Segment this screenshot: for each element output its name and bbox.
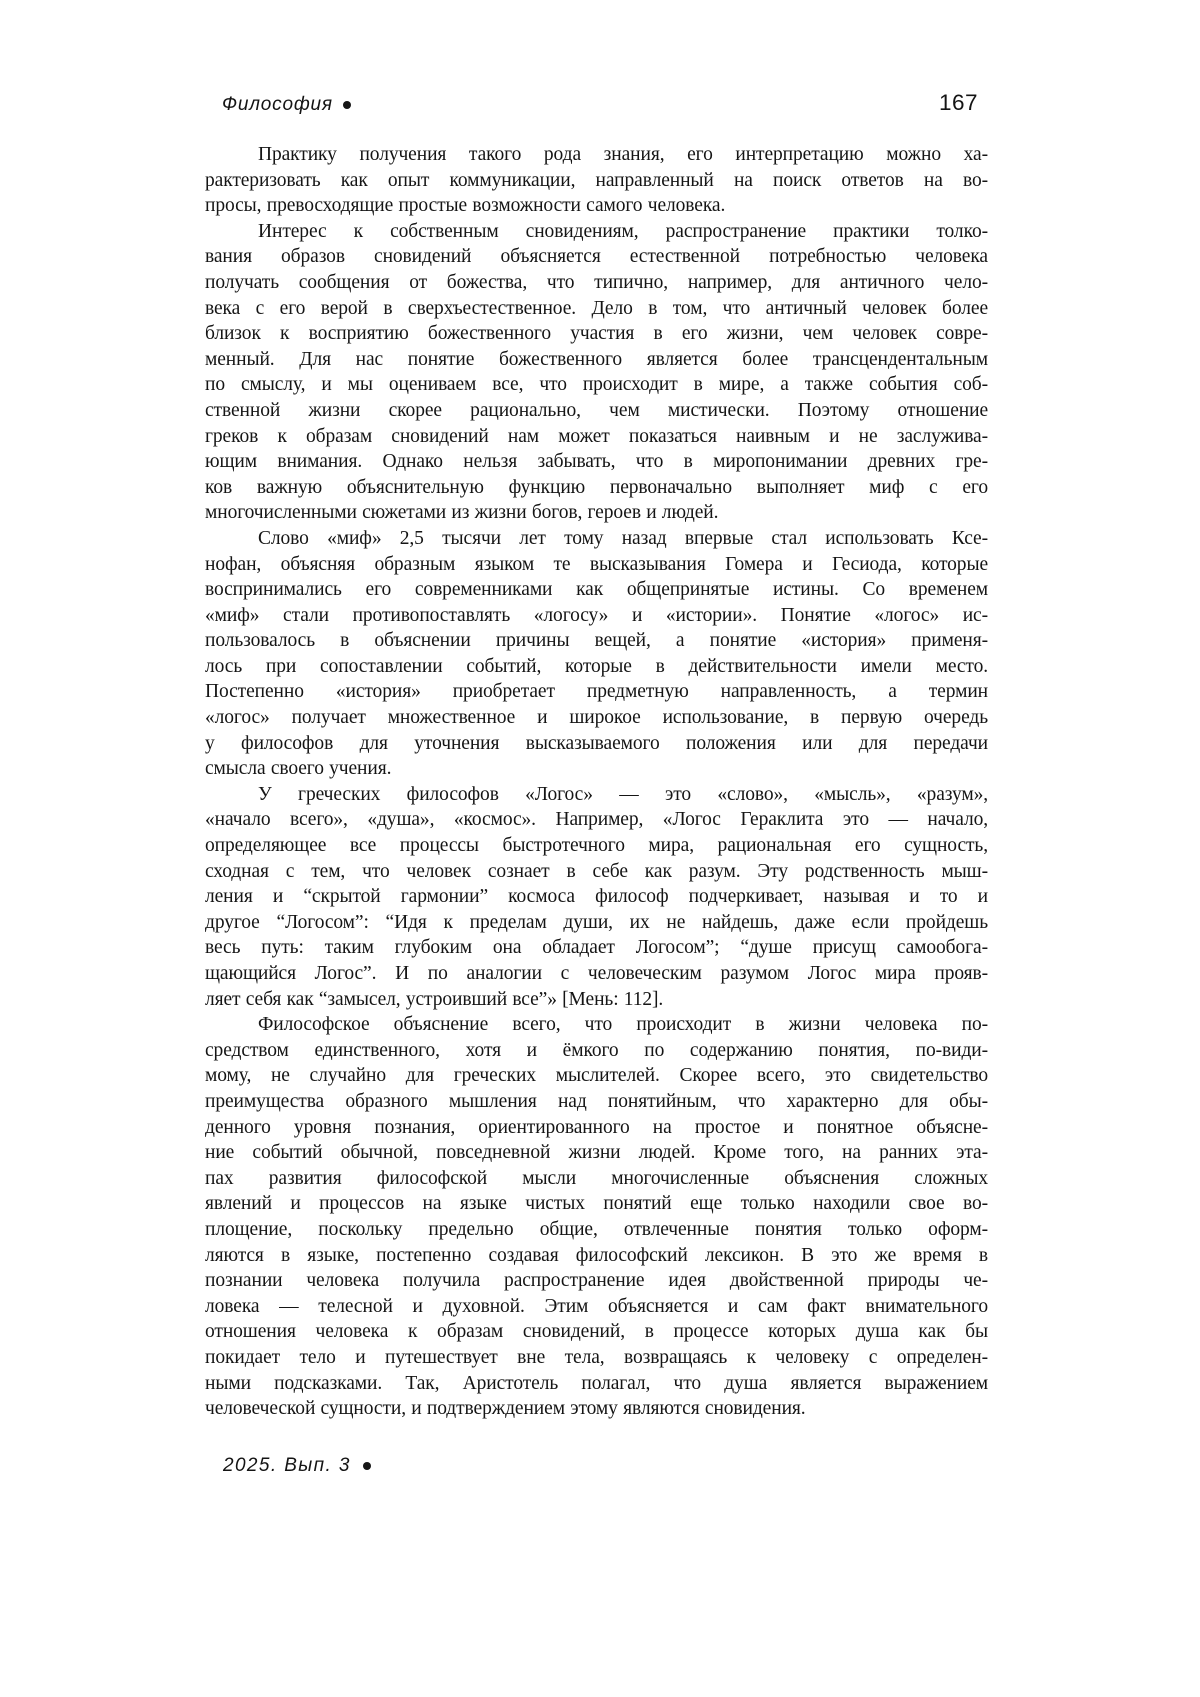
text-line: ловека — телесной и духовной. Этим объясняется и сам факт внимательного: [205, 1295, 988, 1317]
page-header: [205, 90, 988, 116]
text-line: греков к образам сновидений нам может показаться наивным и не заслужива-: [205, 425, 988, 447]
text-line: ющим внимания. Однако нельзя забывать, что в миропонимании древних гре-: [205, 451, 988, 473]
text-line: «начало всего», «душа», «космос». Например, «Логос Гераклита это — начало,: [205, 809, 988, 831]
text-line: ляются в языке, постепенно создавая философский лексикон. В это же время в: [205, 1244, 988, 1266]
bullet-icon: [343, 101, 351, 109]
text-line: у философов для уточнения высказываемого положения или для передачи: [205, 732, 988, 754]
text-line: близок к восприятию божественного участия в его жизни, чем человек совре-: [205, 323, 988, 345]
text-line: У греческих философов «Логос» — это «слово», «мысль», «разум»,: [258, 783, 988, 805]
text-line: преимущества образного мышления над понятийным, что характерно для обы-: [205, 1090, 988, 1112]
text-line: лось при сопоставлении событий, которые в действительности имели место.: [205, 655, 988, 677]
text-line: многочисленными сюжетами из жизни богов, героев и людей.: [205, 502, 719, 524]
text-line: познании человека получила распространение идея двойственной природы че-: [205, 1270, 988, 1292]
page-body-text: [205, 142, 988, 1422]
text-line: средством единственного, хотя и ёмкого по содержанию понятия, по-види-: [205, 1039, 988, 1061]
text-line: вания образов сновидений объясняется естественной потребностью человека: [205, 246, 988, 268]
page-footer: [223, 1455, 371, 1477]
bullet-icon: [363, 1462, 371, 1470]
text-line: по смыслу, и мы оцениваем все, что происходит в мире, а также события соб-: [205, 374, 988, 396]
running-title: [205, 94, 351, 116]
text-line: Практику получения такого рода знания, его интерпретацию можно ха-: [258, 144, 988, 165]
text-line: человеческой сущности, и подтверждением этому являются сновидения.: [205, 1398, 806, 1420]
text-line: покидает тело и путешествует вне тела, возвращаясь к человеку с определен-: [205, 1346, 988, 1368]
text-line: менный. Для нас понятие божественного является более трансцендентальным: [205, 348, 988, 370]
text-line: смысла своего учения.: [205, 758, 392, 780]
issue-info: 2025. Вып. 3: [223, 1455, 351, 1476]
text-line: рактеризовать как опыт коммуникации, направленный на поиск ответов на во-: [205, 169, 988, 191]
page-number: 167: [938, 90, 978, 115]
text-line: Философское объяснение всего, что происходит в жизни человека по-: [258, 1014, 988, 1036]
text-line: ственной жизни скорее рационально, чем мистически. Поэтому отношение: [205, 399, 988, 421]
text-line: определяющее все процессы быстротечного мира, рациональная его сущность,: [205, 835, 988, 857]
text-line: Слово «миф» 2,5 тысячи лет тому назад впервые стал использовать Ксе-: [258, 527, 988, 549]
text-line: ляет себя как “замысел, устроивший все”» [Мень: 112].: [205, 988, 664, 1010]
text-line: другое “Логосом”: “Идя к пределам души, их не найдешь, даже если пройдешь: [205, 911, 988, 933]
text-line: денного уровня познания, ориентированного на простое и понятное объясне-: [205, 1116, 988, 1138]
text-line: «миф» стали противопоставлять «логосу» и «истории». Понятие «логос» ис-: [205, 604, 988, 626]
text-line: пах развития философской мысли многочисленные объяснения сложных: [205, 1167, 988, 1189]
text-line: ков важную объяснительную функцию первоначально выполняет миф с его: [205, 476, 988, 498]
text-line: площение, поскольку предельно общие, отвлеченные понятия только оформ-: [205, 1218, 988, 1240]
text-line: ления и “скрытой гармонии” космоса философ подчеркивает, называя и то и: [205, 886, 988, 908]
text-line: получать сообщения от божества, что типично, например, для античного чело-: [205, 271, 988, 293]
text-line: Постепенно «история» приобретает предметную направленность, а термин: [205, 681, 988, 703]
text-line: нофан, объясняя образным языком те высказывания Гомера и Гесиода, которые: [205, 553, 988, 575]
text-line: сходная с тем, что человек сознает в себе как разум. Эту родственность мыш-: [205, 860, 988, 882]
text-line: щающийся Логос”. И по аналогии с человеческим разумом Логос мира прояв-: [205, 963, 988, 984]
text-line: отношения человека к образам сновидений, в процессе которых душа как бы: [205, 1321, 988, 1343]
text-line: пользовалось в объяснении причины вещей, а понятие «история» применя-: [205, 630, 988, 652]
running-title-text: Философия: [222, 94, 333, 115]
text-line: весь путь: таким глубоким она обладает Логосом”; “душе присущ самообога-: [205, 937, 988, 959]
text-line: просы, превосходящие простые возможности самого человека.: [205, 195, 726, 217]
text-line: воспринимались его современниками как общепринятые истины. Со временем: [205, 579, 988, 601]
text-line: ние событий обычной, повседневной жизни людей. Кроме того, на ранних эта-: [205, 1142, 988, 1164]
text-line: явлений и процессов на языке чистых понятий еще только находили свое во-: [205, 1193, 988, 1215]
text-line: Интерес к собственным сновидениям, распространение практики толко-: [258, 220, 988, 242]
text-line: ными подсказками. Так, Аристотель полагал, что душа является выражением: [205, 1372, 988, 1394]
text-line: мому, не случайно для греческих мыслителей. Скорее всего, это свидетельство: [205, 1065, 988, 1087]
text-line: века с его верой в сверхъестественное. Дело в том, что античный человек более: [205, 297, 988, 319]
text-line: «логос» получает множественное и широкое использование, в первую очередь: [205, 707, 988, 729]
